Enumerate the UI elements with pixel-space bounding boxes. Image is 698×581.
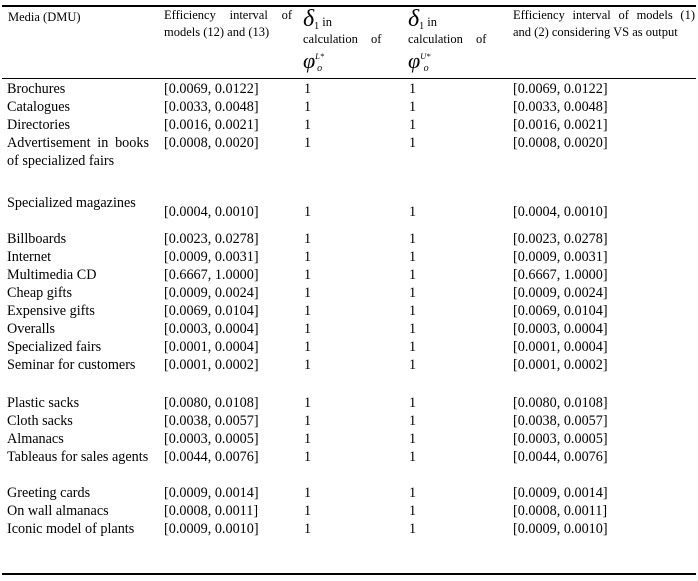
cell-media: Greeting cards [7, 485, 91, 501]
cell-delta-lower: 1 [304, 485, 312, 501]
cell-delta-upper: 1 [409, 285, 417, 301]
cell-interval-12-13: [0.0001, 0.0002] [164, 357, 259, 373]
cell-delta-upper: 1 [409, 449, 417, 465]
cell-delta-upper: 1 [409, 135, 417, 151]
delta-in-label: in [322, 15, 333, 29]
of-label: of [476, 32, 487, 46]
cell-delta-lower: 1 [304, 339, 312, 355]
cell-media: Cheap gifts [7, 285, 73, 301]
cell-media: Iconic model of plants [7, 521, 135, 537]
cell-interval-1-2: [0.0069, 0.0104] [513, 303, 608, 319]
cell-interval-1-2: [0.6667, 1.0000] [513, 267, 608, 283]
cell-interval-12-13: [0.0008, 0.0020] [164, 135, 259, 151]
cell-interval-12-13: [0.0009, 0.0010] [164, 521, 259, 537]
cell-media: Expensive gifts [7, 303, 95, 319]
cell-media: On wall almanacs [7, 503, 109, 519]
cell-media: Tableaus for sales agents [7, 449, 149, 465]
delta-index: 1 [419, 21, 425, 32]
cell-interval-1-2: [0.0003, 0.0005] [513, 431, 608, 447]
delta-in-label: in [427, 15, 438, 29]
cell-interval-1-2: [0.0080, 0.0108] [513, 395, 608, 411]
cell-interval-1-2: [0.0001, 0.0002] [513, 357, 608, 373]
cell-interval-12-13: [0.0016, 0.0021] [164, 117, 259, 133]
cell-interval-12-13: [0.0023, 0.0278] [164, 231, 259, 247]
cell-media: Seminar for customers [7, 357, 136, 373]
cell-delta-lower: 1 [304, 321, 312, 337]
table-row [2, 448, 696, 484]
table-row [2, 302, 696, 320]
cell-media: Directories [7, 117, 71, 133]
cell-media: Billboards [7, 231, 67, 247]
cell-interval-12-13: [0.0003, 0.0005] [164, 431, 259, 447]
cell-media: Plastic sacks [7, 395, 80, 411]
cell-media: Brochures [7, 81, 66, 97]
cell-delta-upper: 1 [409, 204, 417, 220]
cell-interval-1-2: [0.0033, 0.0048] [513, 99, 608, 115]
cell-delta-upper: 1 [409, 357, 417, 373]
table-row [2, 502, 696, 520]
cell-interval-1-2: [0.0004, 0.0010] [513, 204, 608, 220]
cell-interval-1-2: [0.0008, 0.0011] [513, 503, 608, 519]
cell-interval-1-2: [0.0008, 0.0020] [513, 135, 608, 151]
phi-symbol: φ [303, 48, 316, 73]
header-media: Media (DMU) [8, 10, 81, 24]
calculation-label: calculation [303, 32, 358, 46]
table-bottom-rule [2, 573, 696, 575]
table-row [2, 98, 696, 116]
table-row [2, 430, 696, 448]
cell-media: Advertisement in books of specialized fairs [7, 135, 149, 169]
cell-interval-1-2: [0.0001, 0.0004] [513, 339, 608, 355]
table-row [2, 194, 696, 230]
table-row [2, 284, 696, 302]
cell-delta-lower: 1 [304, 99, 312, 115]
cell-delta-upper: 1 [409, 303, 417, 319]
cell-media: Cloth sacks [7, 413, 73, 429]
cell-interval-12-13: [0.0003, 0.0004] [164, 321, 259, 337]
table-row [2, 80, 696, 98]
table-body [2, 80, 696, 556]
cell-delta-upper: 1 [409, 339, 417, 355]
cell-media: Specialized fairs [7, 339, 102, 355]
phi-upper-sup: U* [420, 51, 431, 61]
cell-delta-lower: 1 [304, 267, 312, 283]
cell-delta-upper: 1 [409, 99, 417, 115]
cell-delta-lower: 1 [304, 357, 312, 373]
cell-interval-1-2: [0.0016, 0.0021] [513, 117, 608, 133]
cell-interval-1-2: [0.0003, 0.0004] [513, 321, 608, 337]
table-header-rule [2, 78, 696, 79]
cell-delta-upper: 1 [409, 231, 417, 247]
cell-delta-upper: 1 [409, 521, 417, 537]
table-row [2, 412, 696, 430]
table-row [2, 394, 696, 412]
table-row [2, 248, 696, 266]
of-label: of [371, 32, 382, 46]
table-row [2, 116, 696, 134]
table-row [2, 134, 696, 188]
cell-interval-12-13: [0.0004, 0.0010] [164, 204, 259, 220]
cell-delta-lower: 1 [304, 117, 312, 133]
cell-interval-12-13: [0.0009, 0.0014] [164, 485, 259, 501]
cell-delta-upper: 1 [409, 395, 417, 411]
cell-delta-lower: 1 [304, 285, 312, 301]
cell-delta-lower: 1 [304, 231, 312, 247]
cell-delta-lower: 1 [304, 449, 312, 465]
cell-interval-12-13: [0.0038, 0.0057] [164, 413, 259, 429]
cell-delta-lower: 1 [304, 204, 312, 220]
cell-interval-12-13: [0.6667, 1.0000] [164, 267, 259, 283]
table-row [2, 266, 696, 284]
cell-media: Overalls [7, 321, 56, 337]
cell-media: Multimedia CD [7, 267, 97, 283]
table-row [2, 230, 696, 248]
table-row [2, 484, 696, 502]
cell-delta-upper: 1 [409, 267, 417, 283]
cell-delta-upper: 1 [409, 81, 417, 97]
cell-interval-1-2: [0.0009, 0.0031] [513, 249, 608, 265]
cell-interval-12-13: [0.0080, 0.0108] [164, 395, 259, 411]
cell-interval-1-2: [0.0023, 0.0278] [513, 231, 608, 247]
cell-delta-lower: 1 [304, 521, 312, 537]
cell-delta-lower: 1 [304, 431, 312, 447]
cell-delta-lower: 1 [304, 135, 312, 151]
cell-delta-lower: 1 [304, 249, 312, 265]
cell-media: Specialized magazines [7, 195, 136, 211]
delta-symbol: δ [303, 6, 315, 32]
cell-delta-upper: 1 [409, 413, 417, 429]
calculation-label: calculation [408, 32, 463, 46]
cell-delta-lower: 1 [304, 395, 312, 411]
cell-media: Catalogues [7, 99, 71, 115]
cell-interval-1-2: [0.0044, 0.0076] [513, 449, 608, 465]
cell-delta-lower: 1 [304, 303, 312, 319]
cell-interval-1-2: [0.0009, 0.0024] [513, 285, 608, 301]
table-row [2, 356, 696, 392]
header-delta-upper [408, 7, 500, 72]
delta-index: 1 [314, 21, 320, 32]
table-row [2, 520, 696, 556]
cell-interval-12-13: [0.0001, 0.0004] [164, 339, 259, 355]
cell-interval-12-13: [0.0069, 0.0122] [164, 81, 259, 97]
cell-interval-12-13: [0.0008, 0.0011] [164, 503, 259, 519]
table-row [2, 320, 696, 338]
header-delta-lower [303, 7, 403, 72]
cell-delta-upper: 1 [409, 117, 417, 133]
cell-media: Internet [7, 249, 52, 265]
phi-sub: o [423, 63, 429, 74]
header-interval-1-2: Efficiency interval of models (1) and (2) considering VS as output [513, 8, 695, 39]
table-row [2, 338, 696, 356]
cell-interval-1-2: [0.0009, 0.0010] [513, 521, 608, 537]
cell-delta-lower: 1 [304, 81, 312, 97]
phi-sub: o [317, 63, 323, 74]
cell-delta-upper: 1 [409, 485, 417, 501]
cell-interval-12-13: [0.0009, 0.0031] [164, 249, 259, 265]
cell-delta-lower: 1 [304, 413, 312, 429]
cell-interval-1-2: [0.0009, 0.0014] [513, 485, 608, 501]
cell-interval-1-2: [0.0069, 0.0122] [513, 81, 608, 97]
cell-interval-12-13: [0.0009, 0.0024] [164, 285, 259, 301]
cell-media: Almanacs [7, 431, 64, 447]
cell-delta-upper: 1 [409, 503, 417, 519]
phi-lower-sup: L* [315, 51, 325, 61]
header-interval-12-13: Efficiency interval of models (12) and (13) [164, 8, 292, 39]
cell-delta-upper: 1 [409, 321, 417, 337]
phi-symbol: φ [408, 48, 421, 73]
cell-delta-lower: 1 [304, 503, 312, 519]
cell-interval-1-2: [0.0038, 0.0057] [513, 413, 608, 429]
cell-delta-upper: 1 [409, 249, 417, 265]
delta-symbol: δ [408, 6, 420, 32]
cell-delta-upper: 1 [409, 431, 417, 447]
cell-interval-12-13: [0.0044, 0.0076] [164, 449, 259, 465]
cell-interval-12-13: [0.0033, 0.0048] [164, 99, 259, 115]
cell-interval-12-13: [0.0069, 0.0104] [164, 303, 259, 319]
